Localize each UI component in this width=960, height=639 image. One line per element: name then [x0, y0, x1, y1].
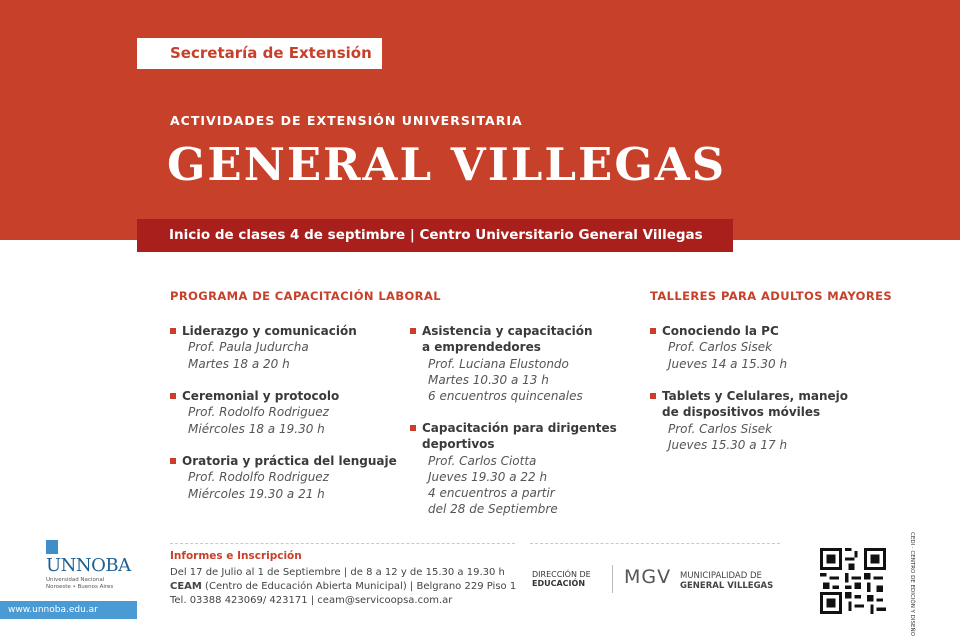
start-info-bar: Inicio de clases 4 de septimbre | Centro Universitario General Villegas — [137, 219, 733, 252]
course-schedule: Jueves 15.30 a 17 h — [668, 437, 788, 452]
municipalidad-line: MUNICIPALIDAD DE — [680, 571, 762, 581]
municipalidad-line: GENERAL VILLEGAS — [680, 581, 774, 591]
course-name-cont — [410, 436, 617, 452]
course-teacher: Prof. Rodolfo Rodriguez — [188, 405, 329, 420]
unnoba-subtitle-line: Universidad Nacional — [46, 577, 105, 583]
info-place — [170, 581, 516, 592]
course-tablets — [650, 388, 848, 453]
course-name-cont — [410, 339, 593, 355]
mgv-logo: MGV — [624, 566, 672, 588]
course-teacher: Prof. Luciana Elustondo — [428, 356, 569, 371]
unnoba-mark-icon — [46, 540, 58, 554]
info-dates: Del 17 de Julio al 1 de Septiembre | de 8 a 12 y de 15.30 a 19.30 h — [170, 567, 505, 578]
course-name-cont-text: de dispositivos móviles — [662, 405, 821, 420]
course-schedule: Jueves 19.30 a 22 h — [428, 469, 548, 484]
course-note: 4 encuentros a partir — [428, 486, 555, 501]
course-ceremonial — [170, 388, 339, 437]
course-schedule: Miércoles 18 a 19.30 h — [188, 421, 325, 436]
municipalidad-name — [680, 571, 773, 591]
course-note: del 28 de Septiembre — [428, 502, 558, 517]
course-liderazgo — [170, 323, 357, 372]
course-schedule: Jueves 14 a 15.30 h — [668, 356, 788, 371]
course-pc — [650, 323, 787, 372]
course-note: 6 encuentros quincenales — [428, 389, 583, 404]
direccion-educacion-logo — [532, 570, 591, 588]
logo-divider — [612, 565, 613, 593]
info-contact: Tel. 03388 423069/ 423171 | ceam@servicoopsa.com.ar — [170, 595, 453, 606]
info-place-address: (Centro de Educación Abierta Municipal) | Belgrano 229 Piso 1 — [201, 581, 517, 592]
talleres-title: TALLERES PARA ADULTOS MAYORES — [650, 289, 893, 303]
course-teacher: Prof. Carlos Sisek — [668, 421, 773, 436]
subtitle: ACTIVIDADES DE EXTENSIÓN UNIVERSITARIA — [170, 113, 523, 128]
cedi-credit-text: CEDI · CENTRO DE EDICIÓN Y DISEÑO — [909, 532, 915, 636]
course-name: Ceremonial y protocolo — [170, 388, 339, 404]
course-dirigentes — [410, 420, 617, 518]
course-name: Conociendo la PC — [650, 323, 787, 339]
cedi-credit — [905, 532, 915, 636]
course-name-cont-text: a emprendedores — [422, 340, 541, 355]
course-teacher: Prof. Rodolfo Rodriguez — [188, 470, 329, 485]
course-name: Liderazgo y comunicación — [170, 323, 357, 339]
course-name: Oratoria y práctica del lenguaje — [170, 453, 397, 469]
course-teacher: Prof. Carlos Sisek — [668, 340, 773, 355]
unnoba-subtitle-line: Noroeste • Buenos Aires — [46, 584, 114, 590]
course-name: Tablets y Celulares, manejo — [650, 388, 848, 404]
course-schedule: Martes 18 a 20 h — [188, 356, 290, 371]
unnoba-url-link[interactable]: www.unnoba.edu.ar — [0, 601, 137, 619]
course-name: Capacitación para dirigentes — [410, 420, 617, 436]
programa-title: PROGRAMA DE CAPACITACIÓN LABORAL — [170, 289, 441, 303]
qr-code-icon[interactable] — [820, 548, 886, 614]
unnoba-subtitle — [46, 577, 113, 591]
footer-divider — [170, 543, 515, 544]
footer-divider — [530, 543, 780, 544]
course-teacher: Prof. Paula Judurcha — [188, 340, 309, 355]
course-teacher: Prof. Carlos Ciotta — [428, 453, 537, 468]
course-name-cont-text: deportivos — [422, 437, 495, 452]
info-title: Informes e Inscripción — [170, 550, 302, 562]
info-place-name: CEAM — [170, 581, 202, 592]
course-schedule: Miércoles 19.30 a 21 h — [188, 486, 325, 501]
edu-logo-line: EDUCACIÓN — [532, 579, 586, 588]
course-oratoria — [170, 453, 397, 502]
unnoba-name: UNNOBA — [46, 555, 131, 576]
course-schedule: Martes 10.30 a 13 h — [428, 372, 549, 387]
course-name: Asistencia y capacitación — [410, 323, 593, 339]
edu-logo-line: DIRECCIÓN DE — [532, 570, 591, 579]
department-tag: Secretaría de Extensión — [137, 38, 382, 69]
course-name-cont — [650, 404, 848, 420]
course-emprendedores — [410, 323, 593, 404]
page-title: GENERAL VILLEGAS — [167, 138, 727, 191]
